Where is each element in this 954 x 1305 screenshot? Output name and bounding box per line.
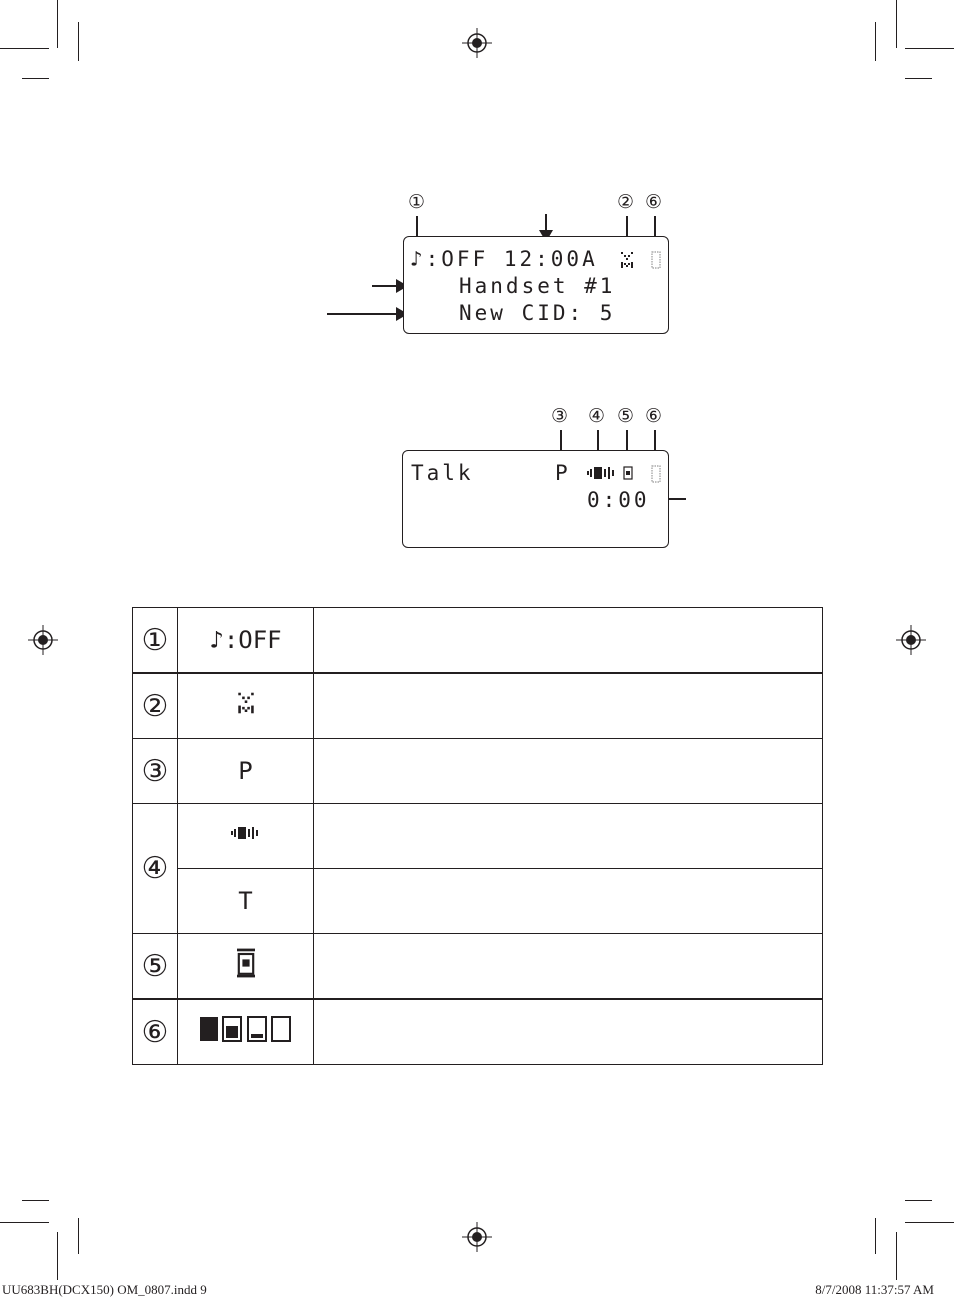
- description-cell: [314, 608, 823, 674]
- message-icon: [237, 691, 255, 715]
- crop-mark: [78, 22, 79, 61]
- callout-5: ⑤: [617, 405, 635, 427]
- table-row: [133, 934, 823, 1000]
- row-number: ①: [133, 608, 178, 674]
- callout-line: [626, 430, 628, 452]
- callout-line: [626, 216, 628, 238]
- privacy-icon: P: [178, 739, 314, 804]
- registration-mark-icon: [28, 625, 58, 655]
- lcd-line-2: Handset #1: [459, 274, 616, 298]
- callout-line: [560, 430, 562, 452]
- arrow-right-icon: [327, 313, 400, 315]
- table-row: [133, 608, 823, 674]
- description-cell: [314, 804, 823, 869]
- row-number: ②: [133, 673, 178, 739]
- ringer-off-icon: ♪:OFF: [178, 608, 314, 674]
- crop-mark: [0, 1222, 49, 1223]
- callout-2: ②: [617, 191, 635, 213]
- crop-mark: [875, 1218, 876, 1254]
- table-row: [133, 804, 823, 869]
- callout-4: ④: [588, 405, 606, 427]
- crop-mark: [78, 1218, 79, 1254]
- mute-icon: [623, 466, 633, 480]
- table-row: [133, 739, 823, 804]
- description-cell: [314, 739, 823, 804]
- lcd-call-timer: 0:00: [587, 488, 650, 512]
- description-cell: [314, 869, 823, 934]
- callout-6: ⑥: [645, 405, 663, 427]
- callout-line: [597, 430, 599, 452]
- crop-mark: [896, 0, 897, 48]
- registration-mark-icon: [462, 28, 492, 58]
- callout-line: [416, 216, 418, 238]
- row-number: ⑥: [133, 999, 178, 1065]
- callout-6: ⑥: [645, 191, 663, 213]
- crop-mark: [22, 78, 49, 79]
- crop-mark: [905, 1222, 954, 1223]
- lcd-line-3: New CID: 5: [459, 301, 616, 325]
- row-number: ④: [133, 804, 178, 934]
- footer-timestamp: 8/7/2008 11:37:57 AM: [815, 1282, 934, 1297]
- callout-line: [654, 216, 656, 238]
- battery-icon: [651, 465, 661, 483]
- description-cell: [314, 673, 823, 739]
- footer-file-info: UU683BH(DCX150) OM_0807.indd 9: [2, 1282, 207, 1297]
- crop-mark: [22, 1200, 49, 1201]
- callout-1: ①: [408, 191, 426, 213]
- speakerphone-icon: [587, 465, 617, 481]
- crop-mark: [896, 1232, 897, 1280]
- table-row: [133, 999, 823, 1065]
- table-row: [133, 673, 823, 739]
- crop-mark: [57, 1232, 58, 1280]
- lcd-screen: [402, 450, 669, 548]
- row-number: ⑤: [133, 934, 178, 1000]
- crop-mark: [57, 0, 58, 48]
- lcd-privacy-label: P: [555, 461, 571, 485]
- crop-mark: [875, 22, 876, 61]
- registration-mark-icon: [896, 625, 926, 655]
- crop-mark: [905, 48, 954, 49]
- lcd-talk-label: Talk: [411, 461, 474, 485]
- callout-3: ③: [551, 405, 569, 427]
- description-cell: [314, 934, 823, 1000]
- mute-icon: [237, 948, 255, 978]
- table-row: [133, 869, 823, 934]
- crop-mark: [905, 78, 932, 79]
- description-cell: [314, 999, 823, 1065]
- icon-table: [132, 607, 823, 1065]
- battery-icon: [651, 251, 661, 269]
- crop-mark: [905, 1200, 932, 1201]
- message-icon: [620, 251, 634, 269]
- row-number: ③: [133, 739, 178, 804]
- speakerphone-icon: [231, 822, 261, 844]
- t-icon: T: [178, 869, 314, 934]
- lcd-line-1: ♪:OFF 12:00A: [410, 247, 598, 271]
- lcd-screen: [403, 236, 669, 334]
- crop-mark: [0, 48, 49, 49]
- callout-line: [654, 430, 656, 452]
- registration-mark-icon: [462, 1222, 492, 1252]
- battery-levels-icon: [198, 1014, 294, 1044]
